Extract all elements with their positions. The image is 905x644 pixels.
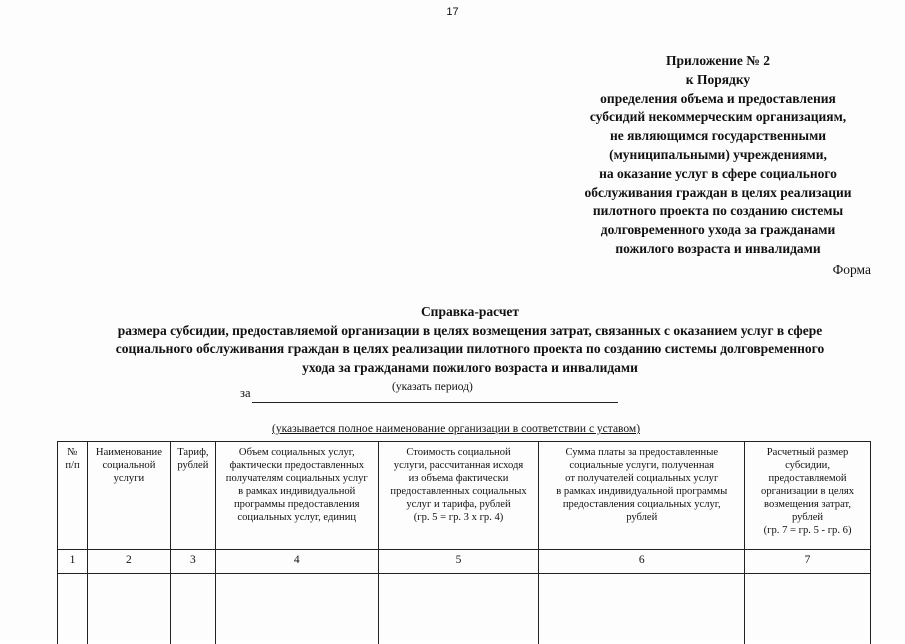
- form-label: Форма: [833, 262, 871, 278]
- appendix-line: субсидий некоммерческим организациям,: [548, 108, 888, 127]
- empty-cell: [58, 574, 88, 644]
- period-fill-line: [252, 402, 618, 403]
- header-col-tariff: Тариф, рублей: [170, 442, 215, 550]
- appendix-line: на оказание услуг в сфере социального: [548, 165, 888, 184]
- empty-cell: [745, 574, 871, 644]
- table-row-empty: [58, 574, 871, 644]
- empty-cell: [215, 574, 378, 644]
- column-number-cell: 6: [539, 550, 745, 574]
- calculation-table: [57, 441, 871, 644]
- table-header-row: [58, 442, 871, 550]
- header-col-cost: Стоимость социальной услуги, рассчитанная исходя из объема фактически предоставленных социальных услуг и тарифа, рублей (гр. 5 = гр. 3 х гр. 4): [378, 442, 539, 550]
- header-col-service-name: Наименование социальной услуги: [87, 442, 170, 550]
- document-title: [40, 303, 900, 377]
- column-number-cell: 4: [215, 550, 378, 574]
- title-line: ухода за гражданами пожилого возраста и инвалидами: [40, 359, 900, 378]
- empty-cell: [539, 574, 745, 644]
- empty-cell: [170, 574, 215, 644]
- appendix-line: не являющимся государственными: [548, 127, 888, 146]
- period-prefix: за: [240, 386, 251, 401]
- title-line: социального обслуживания граждан в целях реализации пилотного проекта по созданию системы долговременного: [40, 340, 900, 359]
- header-col-volume: Объем социальных услуг, фактически предоставленных получателям социальных услуг в рамках индивидуальной программы предоставления социальных услуг, единиц: [215, 442, 378, 550]
- appendix-line: обслуживания граждан в целях реализации: [548, 184, 888, 203]
- appendix-line: к Порядку: [548, 71, 888, 90]
- column-number-cell: 5: [378, 550, 539, 574]
- header-col-subsidy: Расчетный размер субсидии, предоставляемой организации в целях возмещения затрат, рублей (гр. 7 = гр. 5 - гр. 6): [745, 442, 871, 550]
- column-number-cell: 3: [170, 550, 215, 574]
- title-line: размера субсидии, предоставляемой организации в целях возмещения затрат, связанных с оказанием услуг в сфере: [40, 322, 900, 341]
- appendix-line: пожилого возраста и инвалидами: [548, 240, 888, 259]
- period-hint: (указать период): [392, 381, 473, 393]
- table-row-column-numbers: [58, 550, 871, 574]
- column-number-cell: 2: [87, 550, 170, 574]
- empty-cell: [87, 574, 170, 644]
- appendix-line: пилотного проекта по созданию системы: [548, 202, 888, 221]
- header-col-number: № п/п: [58, 442, 88, 550]
- empty-cell: [378, 574, 539, 644]
- appendix-line: (муниципальными) учреждениями,: [548, 146, 888, 165]
- appendix-line: долговременного ухода за гражданами: [548, 221, 888, 240]
- appendix-line: определения объема и предоставления: [548, 90, 888, 109]
- appendix-line: Приложение № 2: [548, 52, 888, 71]
- header-col-payment-sum: Сумма платы за предоставленные социальные услуги, полученная от получателей социальных услуг в рамках индивидуальной программы предоставления социальных услуг, рублей: [539, 442, 745, 550]
- organization-hint: (указывается полное наименование организации в соответствии с уставом): [272, 423, 640, 435]
- appendix-header: [548, 52, 888, 259]
- page-number: 17: [0, 6, 905, 18]
- title-heading: Справка-расчет: [40, 303, 900, 322]
- column-number-cell: 1: [58, 550, 88, 574]
- column-number-cell: 7: [745, 550, 871, 574]
